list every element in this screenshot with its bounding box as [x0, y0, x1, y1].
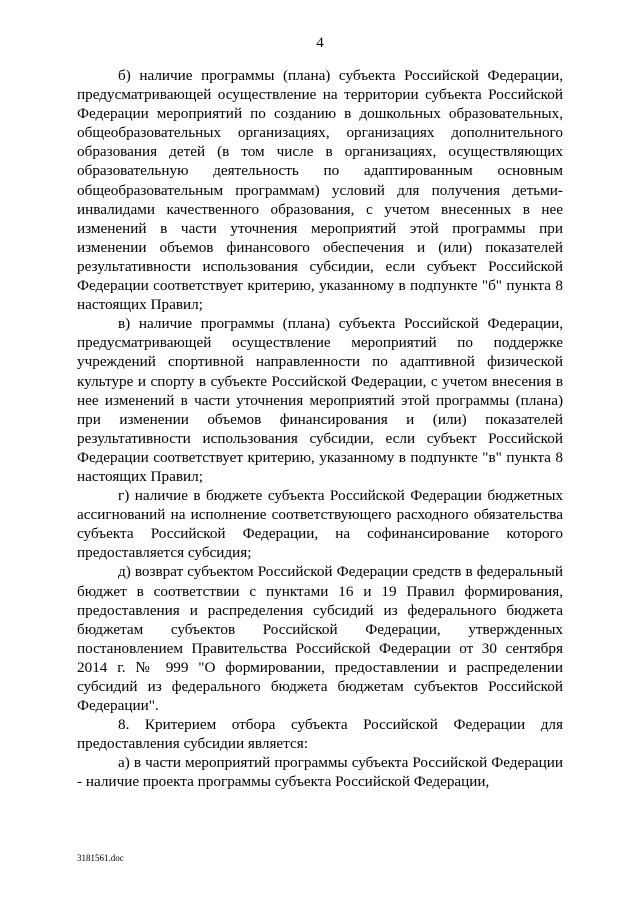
paragraph-subitem-b: б) наличие программы (плана) субъекта Российской Федерации, предусматривающей осуществление на территории субъекта Российской Федерации мероприятий по созданию в дошкольных образовательных, общеобразовательных организациях, организациях дополнительного образования детей (в том числе в организациях, осуществляющих образовательную деятельность по адаптированным основным общеобразовательным программам) условий для получения детьми-инвалидами качественного образования, с учетом внесенных в нее изменений в части уточнения мероприятий этой программы при изменении объемов финансового обеспечения и (или) показателей результативности использования субсидии, если субъект Российской Федерации соответствует критерию, указанному в подпункте "б" пункта 8 настоящих Правил; — [77, 67, 563, 314]
paragraph-item-8: 8. Критерием отбора субъекта Российской Федерации для предоставления субсидии является: — [77, 716, 563, 753]
paragraph-subitem-g: г) наличие в бюджете субъекта Российской Федерации бюджетных ассигнований на исполнение соответствующего расходного обязательства субъекта Российской Федерации, на софинансирование которого предоставляется субсидия; — [77, 487, 563, 562]
document-body — [77, 66, 563, 792]
paragraph-subitem-a: а) в части мероприятий программы субъекта Российской Федерации - наличие проекта программы субъекта Российской Федерации, — [77, 754, 563, 791]
paragraph-subitem-d: д) возврат субъектом Российской Федерации средств в федеральный бюджет в соответствии с пунктами 16 и 19 Правил формирования, предоставления и распределения субсидий из федерального бюджета бюджетам субъектов Российской Федерации, утвержденных постановлением Правительства Российской Федерации от 30 сентября 2014 г. № 999 "О формировании, предоставлении и распределении субсидий из федерального бюджета бюджетам субъектов Российской Федерации". — [77, 563, 563, 715]
paragraph-subitem-v: в) наличие программы (плана) субъекта Российской Федерации, предусматривающей осуществление мероприятий по поддержке учреждений спортивной направленности по адаптивной физической культуре и спорту в субъекте Российской Федерации, с учетом внесения в нее изменений в части уточнения мероприятий этой программы (плана) при изменении объемов финансирования и (или) показателей результативности использования субсидии, если субъект Российской Федерации соответствует критерию, указанному в подпункте "в" пункта 8 настоящих Правил; — [77, 315, 563, 485]
document-file-code: 3181561.doc — [77, 853, 124, 863]
page-number: 4 — [316, 35, 324, 51]
